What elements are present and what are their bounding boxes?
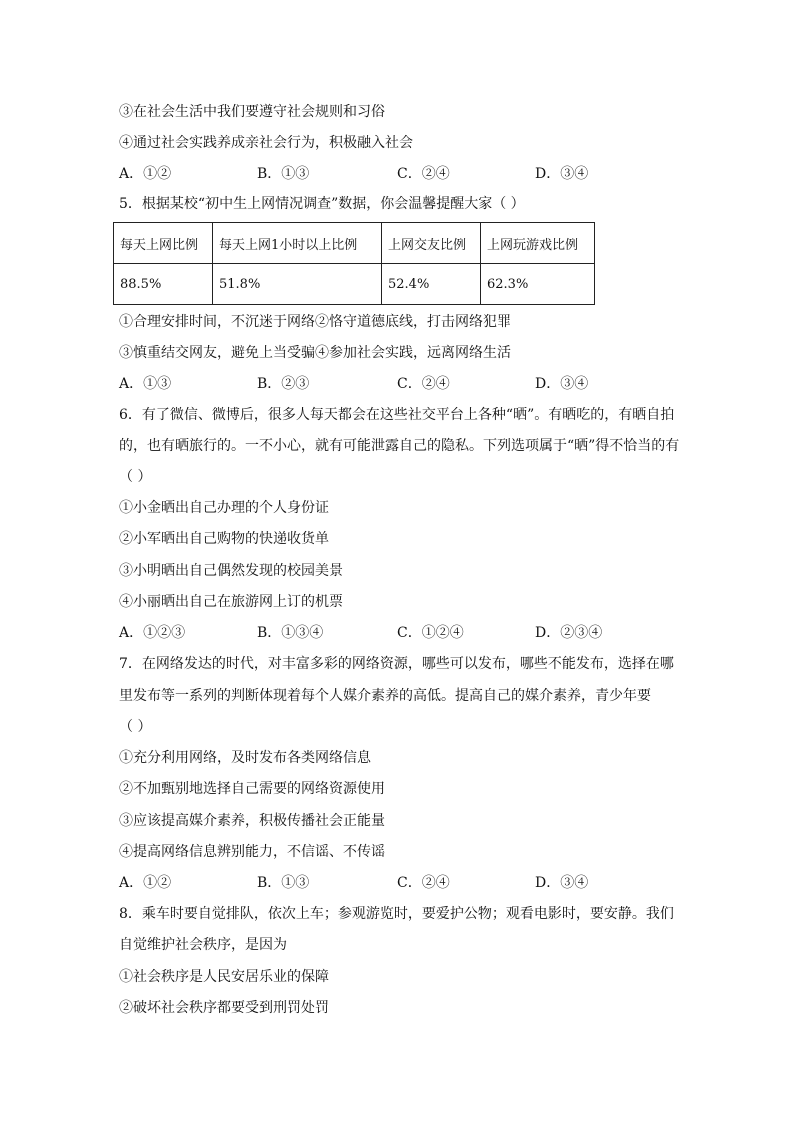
q5-option-b: B．②③ bbox=[257, 376, 310, 392]
q6-option-b: B．①③④ bbox=[257, 625, 324, 641]
q6-option-d: D．②③④ bbox=[535, 625, 603, 641]
q7-answer-bracket: （ ） bbox=[119, 719, 152, 735]
q7-item-3: ③应该提高媒介素养，积极传播社会正能量 bbox=[119, 813, 385, 829]
q4-option-b: B．①③ bbox=[257, 166, 310, 182]
q6-stem-line-1: 6．有了微信、微博后，很多人每天都会在这些社交平台上各种“晒”。有晒吃的，有晒自拍 bbox=[119, 407, 675, 423]
q6-item-1: ①小金晒出自己办理的个人身份证 bbox=[119, 500, 329, 516]
q6-option-c: C．①②④ bbox=[397, 625, 464, 641]
q4-options bbox=[119, 164, 679, 184]
table-row bbox=[114, 264, 595, 305]
table-header-cell: 上网玩游戏比例 bbox=[481, 223, 595, 264]
table-cell: 51.8% bbox=[213, 264, 382, 305]
q4-item-4: ④通过社会实践养成亲社会行为，积极融入社会 bbox=[119, 135, 413, 151]
table-header-cell: 每天上网比例 bbox=[114, 223, 213, 264]
q6-answer-bracket: （ ） bbox=[119, 469, 152, 485]
q7-item-2: ②不加甄别地选择自己需要的网络资源使用 bbox=[119, 781, 385, 797]
q7-item-1: ①充分利用网络，及时发布各类网络信息 bbox=[119, 750, 371, 766]
q6-option-a: A．①②③ bbox=[119, 625, 186, 641]
q5-items-3-4: ③慎重结交网友，避免上当受骗④参加社会实践，远离网络生活 bbox=[119, 345, 511, 361]
q6-item-4: ④小丽晒出自己在旅游网上订的机票 bbox=[119, 594, 343, 610]
q7-option-b: B．①③ bbox=[257, 875, 310, 891]
q5-options bbox=[119, 374, 679, 394]
q4-option-c: C．②④ bbox=[397, 166, 450, 182]
q4-option-d: D．③④ bbox=[535, 166, 589, 182]
q7-option-a: A．①② bbox=[119, 875, 172, 891]
q8-item-1: ①社会秩序是人民安居乐业的保障 bbox=[119, 969, 329, 985]
q7-stem-line-2: 里发布等一系列的判断体现着每个人媒介素养的高低。提高自己的媒介素养，青少年要 bbox=[119, 688, 651, 704]
q8-item-2: ②破坏社会秩序都要受到刑罚处罚 bbox=[119, 1000, 329, 1016]
q6-item-2: ②小军晒出自己购物的快递收货单 bbox=[119, 531, 329, 547]
q5-option-d: D．③④ bbox=[535, 376, 589, 392]
table-header-cell: 每天上网1小时以上比例 bbox=[213, 223, 382, 264]
q7-option-c: C．②④ bbox=[397, 875, 450, 891]
q6-options bbox=[119, 623, 679, 643]
q7-option-d: D．③④ bbox=[535, 875, 589, 891]
q4-option-a: A．①② bbox=[119, 166, 172, 182]
q5-stem: 5．根据某校“初中生上网情况调查”数据，你会温馨提醒大家（ ） bbox=[119, 196, 525, 212]
q7-options bbox=[119, 873, 679, 893]
table-header-row bbox=[114, 223, 595, 264]
q5-survey-table bbox=[113, 222, 595, 305]
table-cell: 62.3% bbox=[481, 264, 595, 305]
q6-stem-line-2: 的，也有晒旅行的。一不小心，就有可能泄露自己的隐私。下列选项属于“晒”得不恰当的有 bbox=[119, 438, 680, 454]
q4-item-3: ③在社会生活中我们要遵守社会规则和习俗 bbox=[119, 104, 385, 120]
q6-item-3: ③小明晒出自己偶然发现的校园美景 bbox=[119, 563, 343, 579]
q5-option-c: C．②④ bbox=[397, 376, 450, 392]
q5-items-1-2: ①合理安排时间，不沉迷于网络②恪守道德底线，打击网络犯罪 bbox=[119, 314, 511, 330]
q8-stem-line-1: 8．乘车时要自觉排队，依次上车；参观游览时，要爱护公物；观看电影时，要安静。我们 bbox=[119, 906, 674, 922]
table-cell: 52.4% bbox=[382, 264, 481, 305]
table-header-cell: 上网交友比例 bbox=[382, 223, 481, 264]
table-cell: 88.5% bbox=[114, 264, 213, 305]
q8-stem-line-2: 自觉维护社会秩序，是因为 bbox=[119, 937, 287, 953]
q5-option-a: A．①③ bbox=[119, 376, 172, 392]
q7-item-4: ④提高网络信息辨别能力，不信谣、不传谣 bbox=[119, 844, 385, 860]
q7-stem-line-1: 7．在网络发达的时代，对丰富多彩的网络资源，哪些可以发布，哪些不能发布，选择在哪 bbox=[119, 656, 674, 672]
